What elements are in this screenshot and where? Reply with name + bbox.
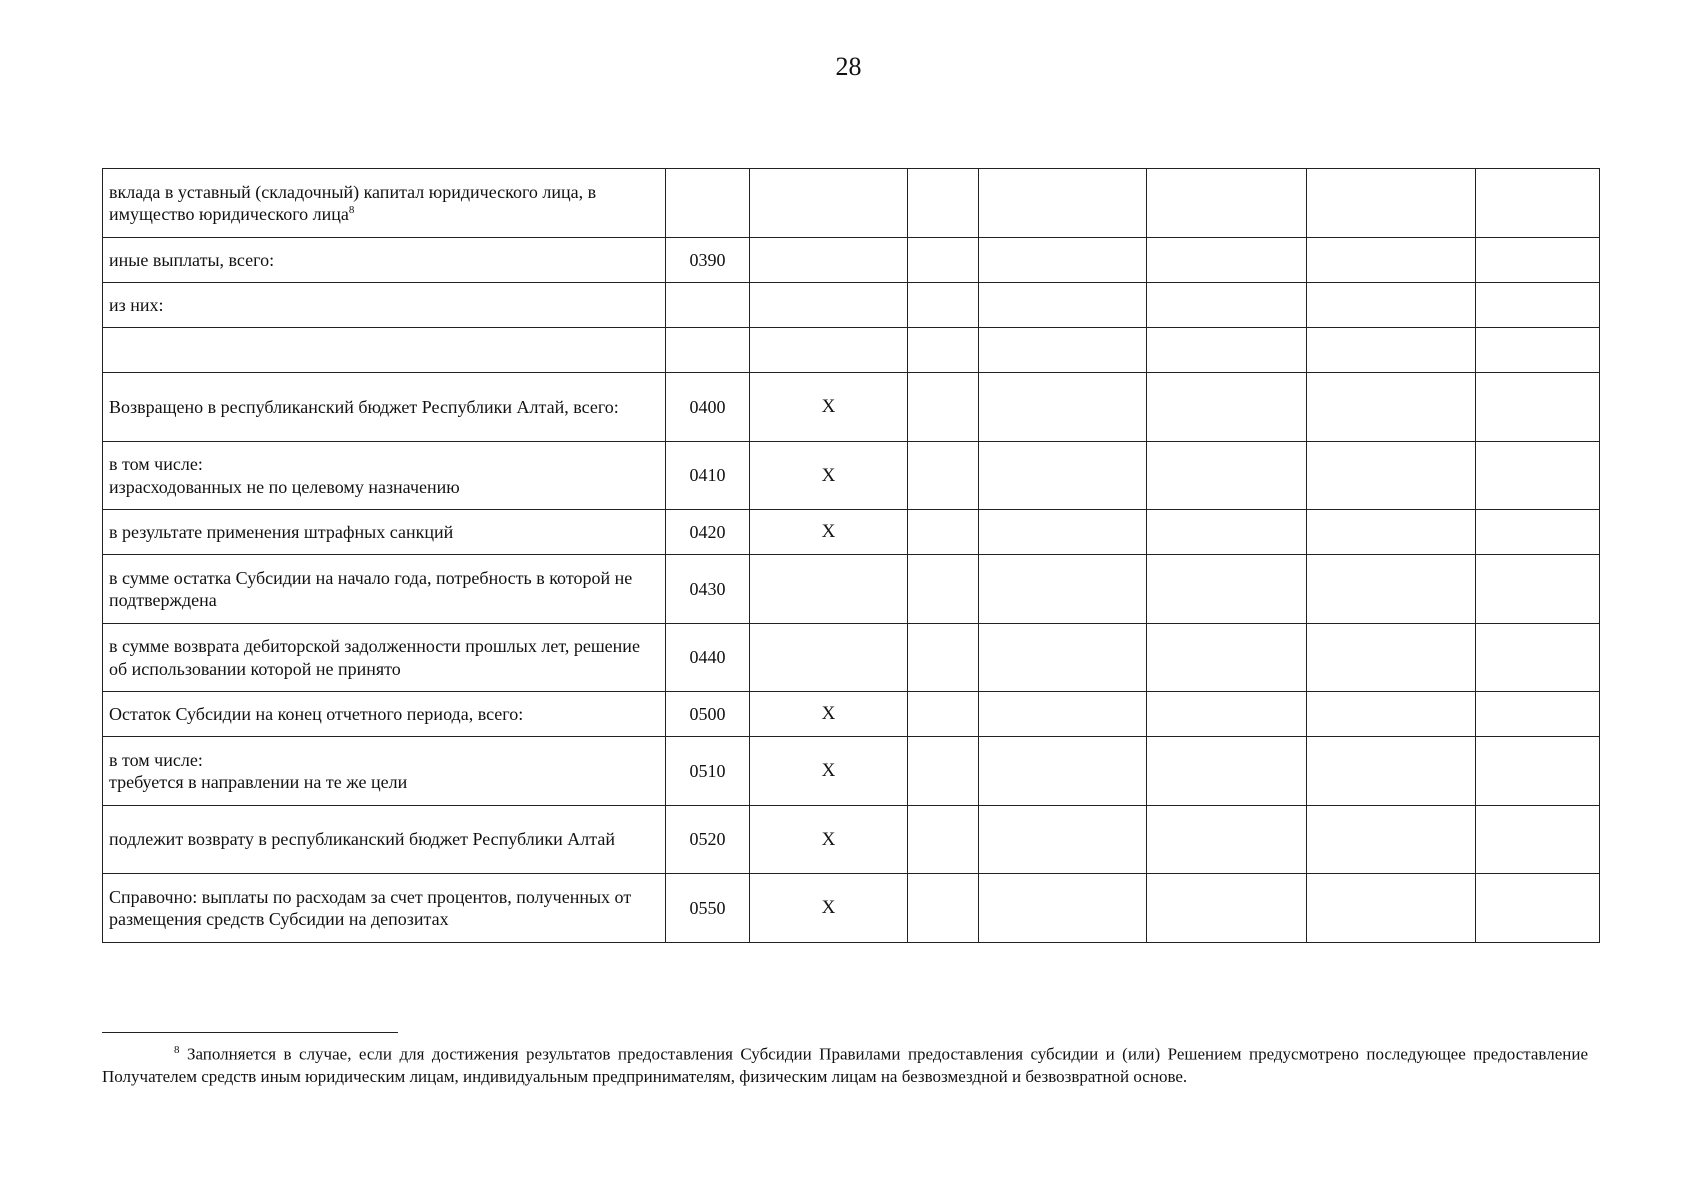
cell-empty [1476,442,1600,510]
cell-empty [1307,624,1476,692]
cell-empty [908,442,979,510]
cell-empty [1307,510,1476,555]
cell-empty [1307,806,1476,874]
cell-empty [979,737,1147,806]
cell-empty [1307,555,1476,624]
cell-col3 [750,283,908,328]
cell-col3 [750,169,908,238]
cell-col3: X [750,806,908,874]
cell-col3: X [750,373,908,442]
cell-empty [1476,624,1600,692]
cell-empty [908,737,979,806]
table-row [103,806,1600,874]
cell-empty [1307,169,1476,238]
cell-empty [908,283,979,328]
line-code: 0420 [666,510,750,555]
cell-empty [908,238,979,283]
cell-empty [979,806,1147,874]
cell-empty [908,169,979,238]
report-table [102,168,1600,943]
table-row [103,624,1600,692]
cell-empty [1307,283,1476,328]
line-code: 0400 [666,373,750,442]
cell-empty [908,555,979,624]
cell-empty [1476,238,1600,283]
cell-empty [1307,737,1476,806]
line-code [666,328,750,373]
row-label: в сумме остатка Субсидии на начало года, потребность в которой не подтверждена [103,555,666,624]
cell-empty [1307,442,1476,510]
cell-empty [1307,373,1476,442]
cell-empty [908,874,979,943]
table-row [103,373,1600,442]
cell-empty [979,442,1147,510]
cell-empty [1476,328,1600,373]
cell-empty [1147,169,1307,238]
cell-empty [1147,624,1307,692]
row-label-prefix: в том числе: [109,454,203,474]
table-row [103,692,1600,737]
cell-empty [908,510,979,555]
cell-col3: X [750,510,908,555]
row-label: из них: [103,283,666,328]
line-code: 0550 [666,874,750,943]
row-label [103,442,666,510]
cell-col3: X [750,692,908,737]
cell-col3: X [750,442,908,510]
cell-empty [979,169,1147,238]
cell-empty [1476,874,1600,943]
line-code [666,169,750,238]
table-row [103,874,1600,943]
line-code: 0410 [666,442,750,510]
cell-empty [1476,737,1600,806]
cell-empty [908,692,979,737]
cell-empty [908,806,979,874]
row-label: Справочно: выплаты по расходам за счет процентов, полученных от размещения средств Субсидии на депозитах [103,874,666,943]
cell-empty [979,328,1147,373]
footnote-divider [102,1032,398,1033]
cell-empty [1147,238,1307,283]
cell-col3 [750,555,908,624]
cell-empty [1307,238,1476,283]
line-code: 0430 [666,555,750,624]
cell-empty [1147,806,1307,874]
cell-empty [1307,692,1476,737]
cell-empty [979,555,1147,624]
cell-empty [1147,510,1307,555]
row-label-text: израсходованных не по целевому назначению [109,476,460,497]
table-row [103,283,1600,328]
cell-empty [979,238,1147,283]
cell-empty [979,874,1147,943]
cell-empty [1147,737,1307,806]
table-row [103,555,1600,624]
row-label: в результате применения штрафных санкций [103,510,666,555]
table-row [103,442,1600,510]
row-label [103,328,666,373]
cell-empty [1476,555,1600,624]
row-label [103,169,666,238]
cell-empty [1147,692,1307,737]
cell-col3 [750,238,908,283]
row-label-text: вклада в уставный (складочный) капитал юридического лица, в имущество юридического лица [109,181,597,224]
table-row [103,328,1600,373]
cell-empty [1147,555,1307,624]
cell-empty [908,624,979,692]
cell-col3: X [750,874,908,943]
cell-empty [1476,510,1600,555]
footnote [102,1043,1588,1089]
table-row [103,169,1600,238]
cell-empty [979,510,1147,555]
row-label: Остаток Субсидии на конец отчетного периода, всего: [103,692,666,737]
cell-empty [1307,328,1476,373]
cell-empty [979,624,1147,692]
cell-empty [1307,874,1476,943]
cell-empty [1476,373,1600,442]
cell-col3 [750,328,908,373]
line-code: 0510 [666,737,750,806]
cell-empty [1476,169,1600,238]
row-label-text: требуется в направлении на те же цели [109,772,408,792]
cell-col3: X [750,737,908,806]
cell-empty [1476,692,1600,737]
cell-empty [1147,874,1307,943]
row-label: в сумме возврата дебиторской задолженности прошлых лет, решение об использовании которой не принято [103,624,666,692]
line-code: 0440 [666,624,750,692]
footnote-text: Заполняется в случае, если для достижения результатов предоставления Субсидии Правилами предоставления субсидии и (или) Решением предусмотрено последующее предоставление Получателем средств иным юридическим лицам, индивидуальным предпринимателям, физическим лицам на безвозмездной и безвозвратной основе. [102,1044,1588,1087]
cell-col3 [750,624,908,692]
cell-empty [1476,806,1600,874]
row-label [103,737,666,806]
row-label: Возвращено в республиканский бюджет Республики Алтай, всего: [103,373,666,442]
cell-empty [908,373,979,442]
line-code: 0390 [666,238,750,283]
row-label-prefix: в том числе: [109,749,203,770]
cell-empty [908,328,979,373]
row-label: подлежит возврату в республиканский бюджет Республики Алтай [103,806,666,874]
table-row [103,238,1600,283]
table-row [103,737,1600,806]
footnote-ref: 8 [348,204,355,216]
line-code [666,283,750,328]
cell-empty [1147,328,1307,373]
line-code: 0520 [666,806,750,874]
row-label: иные выплаты, всего: [103,238,666,283]
line-code: 0500 [666,692,750,737]
cell-empty [1147,442,1307,510]
footnote-marker: 8 [174,1044,180,1056]
cell-empty [979,283,1147,328]
cell-empty [979,373,1147,442]
page-number: 28 [835,52,862,81]
cell-empty [979,692,1147,737]
table-row [103,510,1600,555]
cell-empty [1147,373,1307,442]
cell-empty [1476,283,1600,328]
cell-empty [1147,283,1307,328]
